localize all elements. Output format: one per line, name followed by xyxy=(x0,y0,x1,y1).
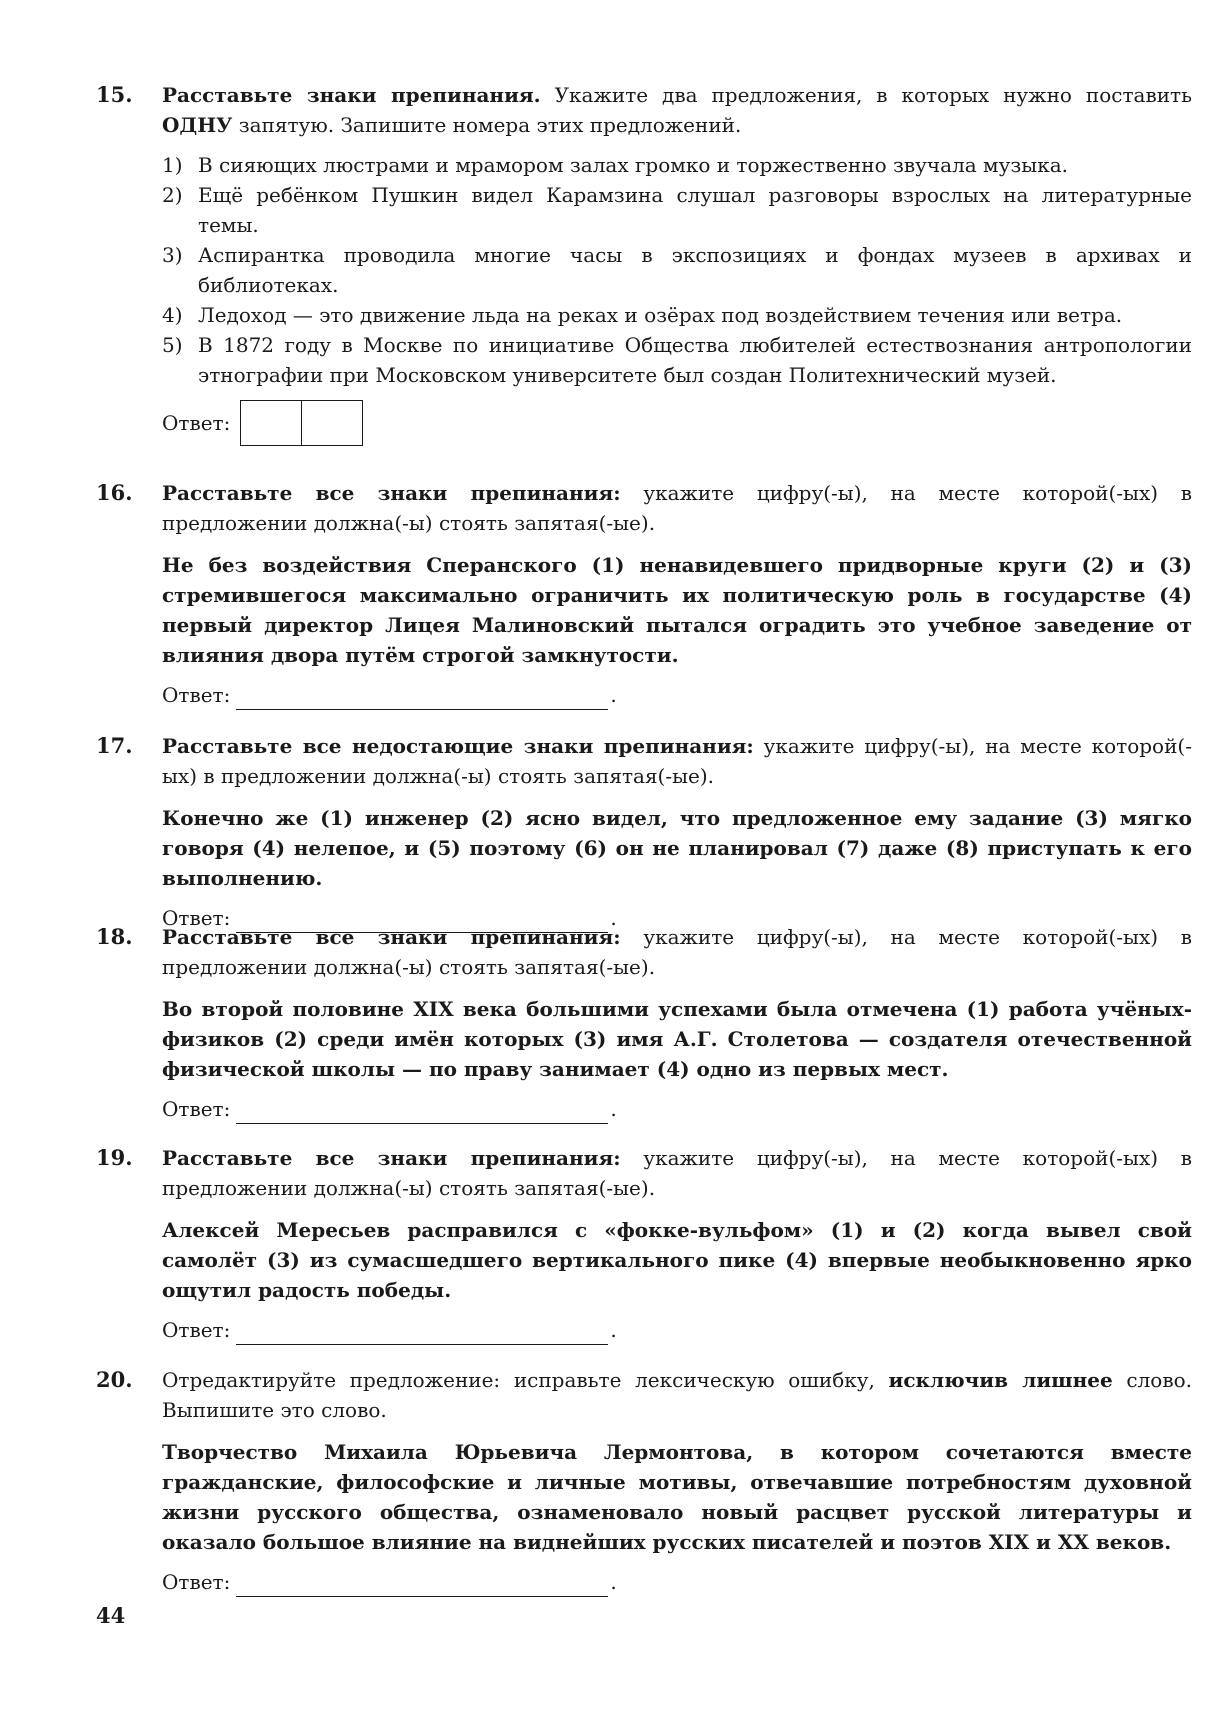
instruction-text: укажите цифру(-ы), на месте которой(-ых) в предложении должна(-ы) стоять запятая(-ые). xyxy=(162,481,1192,535)
answer-dot: . xyxy=(610,1097,617,1121)
task-instruction xyxy=(162,478,1192,538)
task-19 xyxy=(96,1143,1196,1345)
answer-boxes xyxy=(240,400,363,446)
answer-row xyxy=(162,1094,1192,1124)
task-number: 16. xyxy=(96,480,133,505)
answer-label: Ответ: xyxy=(162,1097,231,1121)
task-number: 18. xyxy=(96,924,133,949)
answer-label: Ответ: xyxy=(162,411,231,435)
example-sentence: Творчество Михаила Юрьевича Лермонтова, в котором сочетаются вместе гражданские, философские и личные мотивы, отвечавшие потребностям духовной жизни русского общества, ознаменовало новый расцвет русской литературы и оказало большое влияние на виднейших русских писателей и поэтов XIX и XX веков. xyxy=(162,1440,1192,1554)
answer-dot: . xyxy=(610,906,617,930)
answer-row xyxy=(162,408,1192,438)
task-instruction xyxy=(162,731,1192,791)
example-sentence: Не без воздействия Сперанского (1) ненавидевшего придворные круги (2) и (3) стремившегося максимально ограничить их политическую роль в государстве (4) первый директор Лицея Малиновский пытался оградить это учебное заведение от влияния двора путём строгой замкнутости. xyxy=(162,553,1192,667)
answer-box-1[interactable] xyxy=(240,400,302,446)
task-16 xyxy=(96,478,1196,710)
task-number: 19. xyxy=(96,1145,133,1170)
option-number: 3) xyxy=(162,243,183,267)
option-text: Ледоход — это движение льда на реках и озёрах под воздействием течения или ветра. xyxy=(198,303,1123,327)
task-instruction xyxy=(162,80,1192,140)
answer-label: Ответ: xyxy=(162,1318,231,1342)
option-number: 5) xyxy=(162,333,183,357)
answer-row xyxy=(162,680,1192,710)
answer-line[interactable] xyxy=(236,1099,608,1124)
option-text: В сияющих люстрами и мрамором залах громко и торжественно звучала музыка. xyxy=(198,153,1068,177)
instruction-bold-emphasis: ОДНУ xyxy=(162,113,233,137)
instruction-bold: Расставьте все знаки препинания: xyxy=(162,1146,621,1170)
instruction-text: укажите цифру(-ы), на месте которой(-ых) в предложении должна(-ы) стоять запятая(-ые). xyxy=(162,925,1192,979)
option-item xyxy=(162,180,1192,240)
instruction-text-end: запятую. Запишите номера этих предложений. xyxy=(232,113,742,137)
task-20 xyxy=(96,1365,1196,1597)
instruction-text: Укажите два предложения, в которых нужно поставить xyxy=(540,83,1192,107)
option-text: Ещё ребёнком Пушкин видел Карамзина слушал разговоры взрослых на литературные темы. xyxy=(198,183,1192,237)
instruction-bold: Расставьте все знаки препинания: xyxy=(162,925,621,949)
answer-row xyxy=(162,1315,1192,1345)
option-text: Аспирантка проводила многие часы в экспозициях и фондах музеев в архивах и библиотеках. xyxy=(198,243,1192,297)
option-item xyxy=(162,300,1192,330)
task-number: 17. xyxy=(96,733,133,758)
answer-label: Ответ: xyxy=(162,906,231,930)
task-instruction xyxy=(162,922,1192,982)
instruction-bold: исключив лишнее xyxy=(888,1368,1113,1392)
example-sentence: Конечно же (1) инженер (2) ясно видел, что предложенное ему задание (3) мягко говоря (4) нелепое, и (5) поэтому (6) он не планировал (7) даже (8) приступать к его выполнению. xyxy=(162,806,1192,890)
example-sentence: Во второй половине XIX века большими успехами была отмечена (1) работа учёных-физиков (2) среди имён которых (3) имя А.Г. Столетова — создателя отечественной физической школы — по праву занимает (4) одно из первых мест. xyxy=(162,997,1192,1081)
instruction-text: укажите цифру(-ы), на месте которой(-ых) в предложении должна(-ы) стоять запятая(-ые). xyxy=(162,1146,1192,1200)
instruction-text: укажите цифру(-ы), на месте которой(-ых) в предложении должна(-ы) стоять запятая(-ые). xyxy=(162,734,1192,788)
task-instruction xyxy=(162,1143,1192,1203)
option-number: 1) xyxy=(162,153,183,177)
answer-dot: . xyxy=(610,1570,617,1594)
task-instruction xyxy=(162,1365,1192,1425)
answer-dot: . xyxy=(610,683,617,707)
task-number: 15. xyxy=(96,82,133,107)
answer-line[interactable] xyxy=(236,1572,608,1597)
sentence-options xyxy=(162,150,1192,390)
answer-dot: . xyxy=(610,1318,617,1342)
instruction-bold: Расставьте знаки препинания. xyxy=(162,83,541,107)
option-number: 2) xyxy=(162,183,183,207)
instruction-text-end: слово. Выпишите это слово. xyxy=(162,1368,1192,1422)
option-item xyxy=(162,240,1192,300)
option-item xyxy=(162,150,1192,180)
answer-row xyxy=(162,1567,1192,1597)
answer-box-2[interactable] xyxy=(302,400,363,446)
answer-label: Ответ: xyxy=(162,683,231,707)
option-text: В 1872 году в Москве по инициативе Общества любителей естествознания антропологии этнографии при Московском университете был создан Политехнический музей. xyxy=(198,333,1192,387)
instruction-text: Отредактируйте предложение: исправьте лексическую ошибку, xyxy=(162,1368,889,1392)
task-15 xyxy=(96,80,1196,438)
example-sentence: Алексей Мересьев расправился с «фокке-вульфом» (1) и (2) когда вывел свой самолёт (3) из сумасшедшего вертикального пике (4) впервые необыкновенно ярко ощутил радость победы. xyxy=(162,1218,1192,1302)
task-18 xyxy=(96,922,1196,1124)
page-number: 44 xyxy=(96,1603,126,1628)
instruction-bold: Расставьте все знаки препинания: xyxy=(162,481,621,505)
instruction-bold: Расставьте все недостающие знаки препинания: xyxy=(162,734,754,758)
task-17 xyxy=(96,731,1196,933)
answer-line[interactable] xyxy=(236,685,608,710)
answer-label: Ответ: xyxy=(162,1570,231,1594)
option-number: 4) xyxy=(162,303,183,327)
option-item xyxy=(162,330,1192,390)
task-number: 20. xyxy=(96,1367,133,1392)
answer-line[interactable] xyxy=(236,1320,608,1345)
